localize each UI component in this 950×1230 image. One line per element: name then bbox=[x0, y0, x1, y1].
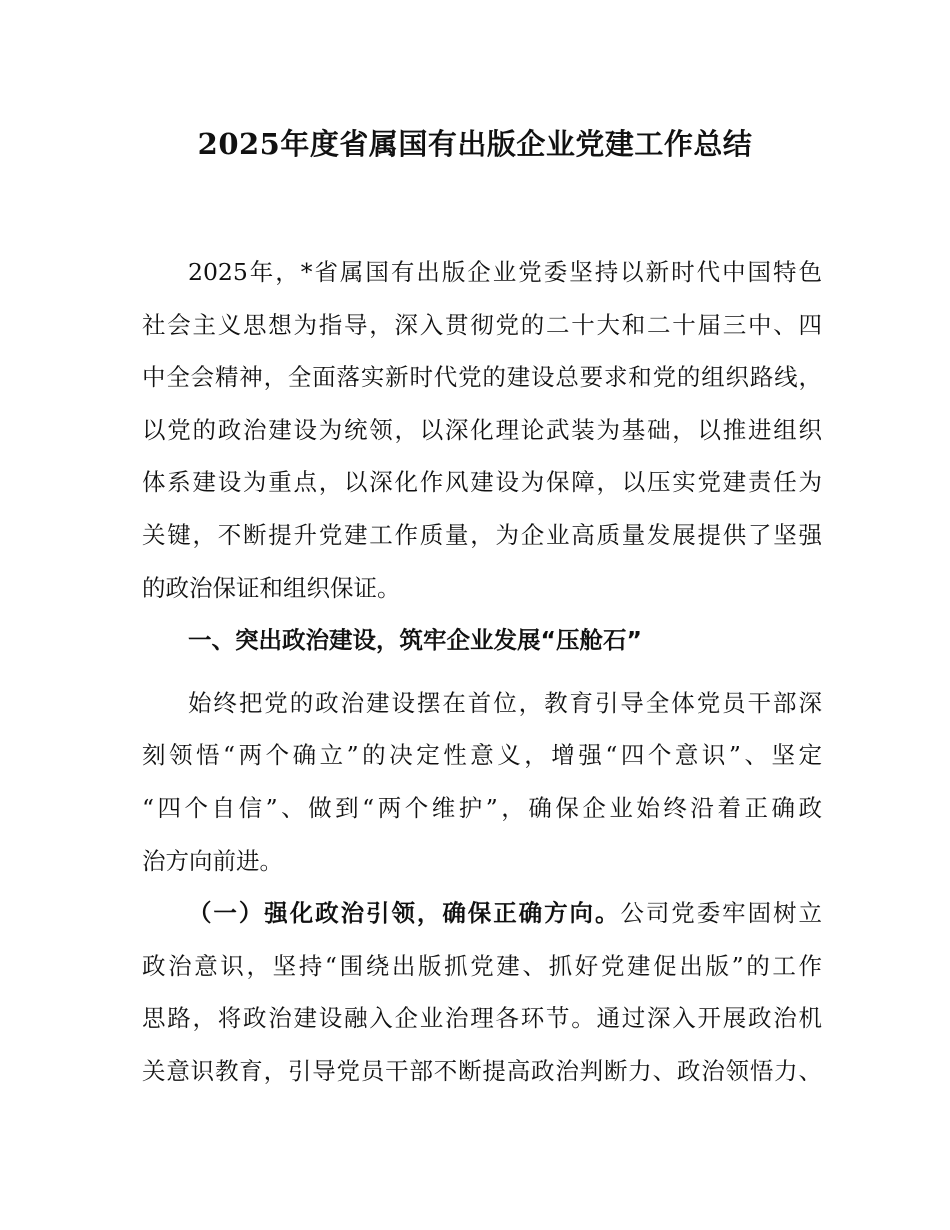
subsection1-paragraph bbox=[142, 893, 822, 1103]
section-heading: 一、突出政治建设，筑牢企业发展“压舱石” bbox=[188, 626, 642, 655]
paragraph-line: “四个自信”、做到“两个维护”，确保企业始终沿着正确政 bbox=[142, 793, 822, 822]
paragraph-line: 中全会精神，全面落实新时代党的建设总要求和党的组织路线， bbox=[142, 363, 822, 392]
paragraph-line: 社会主义思想为指导，深入贯彻党的二十大和二十届三中、四 bbox=[142, 310, 822, 339]
subsection-heading: （一）强化政治引领，确保正确方向。 bbox=[188, 899, 621, 928]
paragraph-line: 关意识教育，引导党员干部不断提高政治判断力、政治领悟力、 bbox=[142, 1056, 822, 1085]
paragraph-text: 公司党委牢固树立 bbox=[620, 899, 822, 928]
document-title: 2025年度省属国有出版企业党建工作总结 bbox=[197, 127, 753, 161]
section1-paragraph bbox=[142, 683, 822, 893]
paragraph-line: 的政治保证和组织保证。 bbox=[142, 573, 401, 602]
paragraph-line: 刻领悟“两个确立”的决定性意义，增强“四个意识”、坚定 bbox=[142, 741, 822, 770]
paragraph-line bbox=[142, 893, 822, 946]
paragraph-line: 以党的政治建设为统领，以深化理论武装为基础，以推进组织 bbox=[142, 415, 822, 444]
paragraph-line: 关键，不断提升党建工作质量，为企业高质量发展提供了坚强 bbox=[142, 520, 822, 549]
paragraph-line: 体系建设为重点，以深化作风建设为保障，以压实党建责任为 bbox=[142, 468, 822, 497]
paragraph-line: 2025年，*省属国有出版企业党委坚持以新时代中国特色 bbox=[188, 258, 822, 286]
document-body bbox=[142, 252, 822, 1104]
paragraph-line: 思路，将政治建设融入企业治理各环节。通过深入开展政治机 bbox=[142, 1004, 822, 1033]
intro-paragraph bbox=[142, 252, 822, 620]
paragraph-line: 治方向前进。 bbox=[142, 846, 283, 875]
paragraph-line: 始终把党的政治建设摆在首位，教育引导全体党员干部深 bbox=[188, 688, 822, 717]
paragraph-line: 政治意识，坚持“围绕出版抓党建、抓好党建促出版”的工作 bbox=[142, 951, 822, 980]
